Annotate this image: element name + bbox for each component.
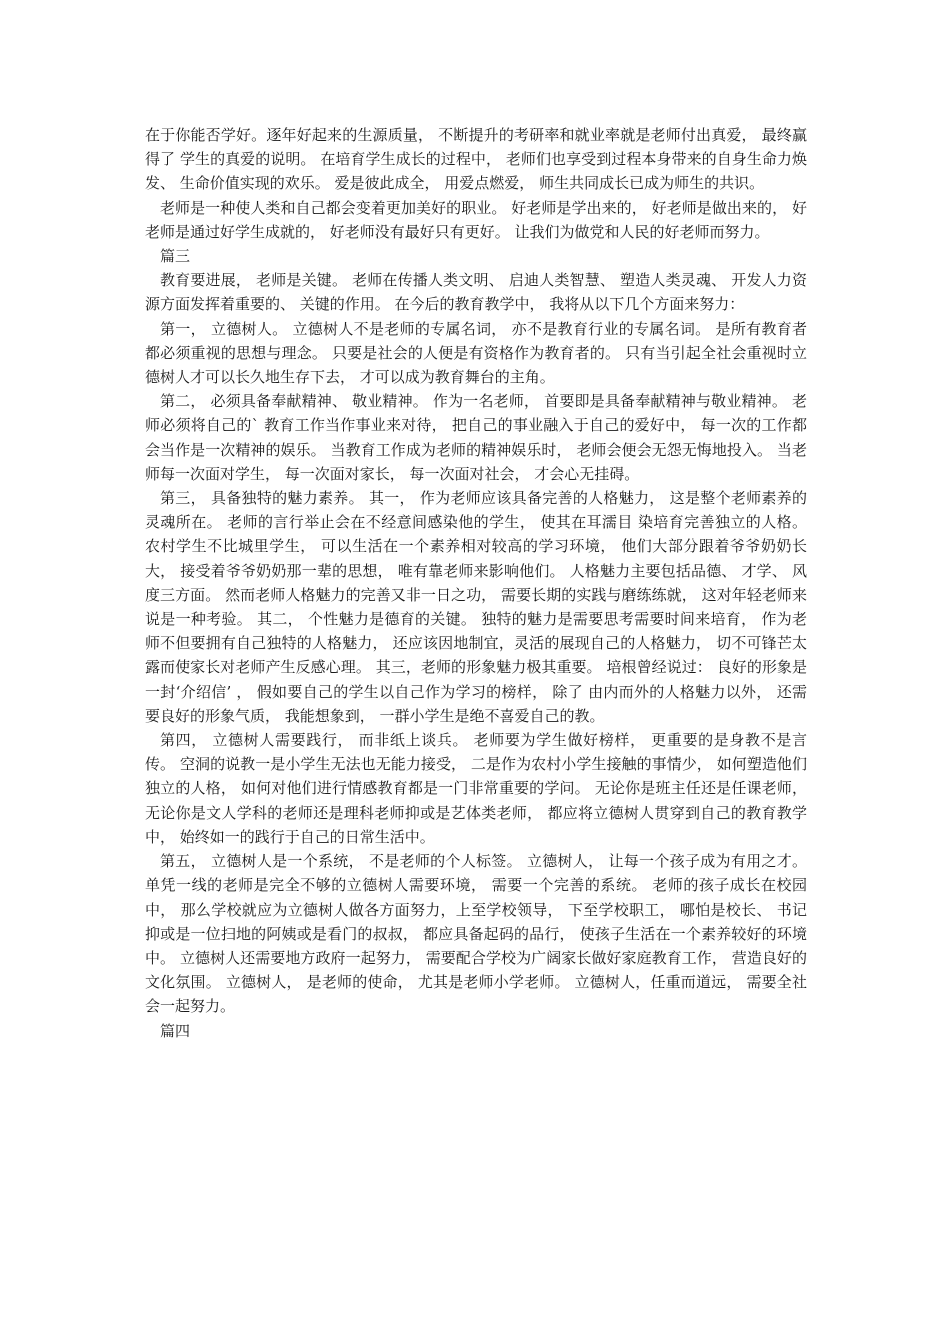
paragraph-8: 第五， 立德树人是一个系统， 不是老师的个人标签。 立德树人， 让每一个孩子成为有用之才。 单凭一线的老师是完全不够的立德树人需要环境， 需要一个完善的系统。 老师的孩子成长在校园中， 那么学校就应为立德树人做各方面努力，上至学校领导， 下至学校职工， 哪怕是校长、 书记抑或是一位扫地的阿姨或是看门的叔叔， 都应具备起码的品行， 使孩子生活在一个素养较好的环境中。 立德树人还需要地方政府一起努力， 需要配合学校为广阔家长做好家庭教育工作， 营造良好的文化氛围。 立德树人， 是老师的使命， 尤其是老师小学老师。 立德树人，任重而道远， 需要全社会一起努力。	[145, 852, 807, 1016]
document-page	[145, 123, 807, 1043]
paragraph-3: 教育要进展， 老师是关键。 老师在传播人类文明、 启迪人类智慧、 塑造人类灵魂、 开发人力资源方面发挥着重要的、 关键的作用。 在今后的教育教学中， 我将从以下几个方面来努力：	[145, 271, 807, 314]
paragraph-5: 第二， 必须具备奉献精神、 敬业精神。 作为一名老师， 首要即是具备奉献精神与敬业精神。 老师必须将自己的` 教育工作当作事业来对待， 把自己的事业融入于自己的爱好中， 每一次的工作都会当作是一次精神的娱乐。 当教育工作成为老师的精神娱乐时， 老师会便会无怨无悔地投入。 当老师每一次面对学生， 每一次面对家长， 每一次面对社会， 才会心无挂碍。	[145, 392, 807, 483]
paragraph-7: 第四， 立德树人需要践行， 而非纸上谈兵。 老师要为学生做好榜样， 更重要的是身教不是言传。 空洞的说教一是小学生无法也无能力接受， 二是作为农村小学生接触的事情少， 如何塑造他们独立的人格， 如何对他们进行情感教育都是一门非常重要的学问。 无论你是班主任还是任课老师， 无论你是文人学科的老师还是理科老师抑或是艺体类老师， 都应将立德树人贯穿到自己的教育教学中， 始终如一的践行于自己的日常生活中。	[145, 731, 807, 846]
paragraph-6: 第三， 具备独特的魅力素养。 其一， 作为老师应该具备完善的人格魅力， 这是整个老师素养的灵魂所在。 老师的言行举止会在不经意间感染他的学生， 使其在耳濡目 染培育完善独立的人格。 农村学生不比城里学生， 可以生活在一个素养相对较高的学习环境， 他们大部分跟着爷爷奶奶长大， 接受着爷爷奶奶那一辈的思想， 唯有靠老师来影响他们。 人格魅力主要包括品德、 才学、 风度三方面。 然而老师人格魅力的完善又非一日之功， 需要长期的实践与磨练练就， 这对年轻老师来说是一种考验。 其二， 个性魅力是德育的关键。 独特的魅力是需要思考需要时间来培育， 作为老师不但要拥有自己独特的人格魅力， 还应该因地制宜，灵活的展现自己的人格魅力， 切不可锋芒太露而使家长对老师产生反感心理。 其三，老师的形象魅力极其重要。 培根曾经说过： 良好的形象是一封‘介绍信’ ， 假如要自己的学生以自己作为学习的榜样， 除了 由内而外的人格魅力以外， 还需要良好的形象气质， 我能想象到， 一群小学生是绝不喜爱自己的教。	[145, 489, 807, 725]
section-heading-3: 篇三	[160, 247, 191, 266]
paragraph-1: 在于你能否学好。逐年好起来的生源质量， 不断提升的考研率和就业率就是老师付出真爱， 最终赢得了 学生的真爱的说明。 在培育学生成长的过程中， 老师们也享受到过程本身带来的自身生命力焕发、 生命价值实现的欢乐。 爱是彼此成全， 用爱点燃爱， 师生共同成长已成为师生的共识。	[145, 126, 807, 193]
section-heading-4: 篇四	[160, 1021, 191, 1040]
paragraph-2: 老师是一种使人类和自己都会变着更加美好的职业。 好老师是学出来的， 好老师是做出来的， 好老师是通过好学生成就的， 好老师没有最好只有更好。 让我们为做党和人民的好老师而努力。	[145, 198, 807, 241]
paragraph-4: 第一， 立德树人。 立德树人不是老师的专属名词， 亦不是教育行业的专属名词。 是所有教育者都必须重视的思想与理念。 只要是社会的人便是有资格作为教育者的。 只有当引起全社会重视时立德树人才可以长久地生存下去， 才可以成为教育舞台的主角。	[145, 319, 807, 387]
